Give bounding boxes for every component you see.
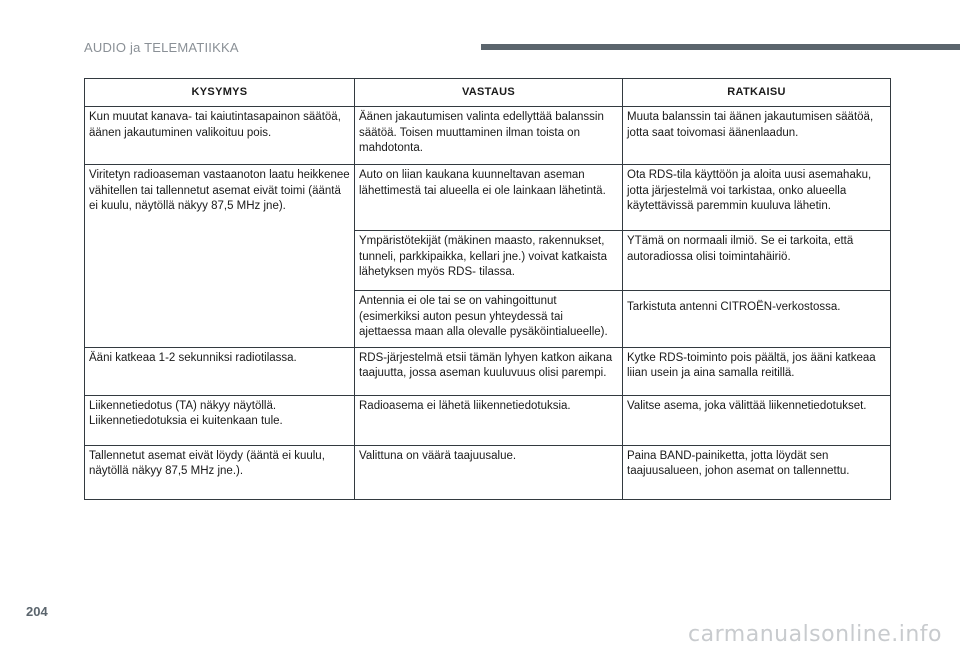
answer-cell: Auto on liian kaukana kuunneltavan aseman lähettimestä tai alueella ei ole lainkaan lähetintä. bbox=[355, 165, 623, 231]
column-header-answer: VASTAUS bbox=[355, 79, 623, 107]
solution-cell: Kytke RDS-toiminto pois päältä, jos ääni katkeaa liian usein ja aina samalla reitillä. bbox=[623, 347, 891, 395]
page-number: 204 bbox=[26, 604, 48, 619]
answer-cell: Ympäristötekijät (mäkinen maasto, rakennukset, tunneli, parkkipaikka, kellari jne.) voivat katkaista lähetyksen myös RDS- tilassa. bbox=[355, 231, 623, 291]
answer-cell: RDS-järjestelmä etsii tämän lyhyen katkon aikana taajuutta, jossa aseman kuuluvuus olisi parempi. bbox=[355, 347, 623, 395]
question-cell: Kun muutat kanava- tai kaiutintasapainon säätöä, äänen jakautuminen valikoituu pois. bbox=[85, 107, 355, 165]
question-cell: Viritetyn radioaseman vastaanoton laatu heikkenee vähitellen tai tallennetut asemat eivät toimi (ääntä ei kuulu, näytöllä näkyy 87,5 MHz jne). bbox=[85, 165, 355, 348]
table-row bbox=[85, 445, 891, 499]
solution-cell: Muuta balanssin tai äänen jakautumisen säätöä, jotta saat toivomasi äänenlaadun. bbox=[623, 107, 891, 165]
column-header-solution: RATKAISU bbox=[623, 79, 891, 107]
question-cell: Ääni katkeaa 1-2 sekunniksi radiotilassa. bbox=[85, 347, 355, 395]
table-row bbox=[85, 107, 891, 165]
header-accent-bar bbox=[481, 44, 960, 50]
answer-cell: Äänen jakautumisen valinta edellyttää balanssin säätöä. Toisen muuttaminen ilman toista on mahdotonta. bbox=[355, 107, 623, 165]
solution-cell: Ota RDS-tila käyttöön ja aloita uusi asemahaku, jotta järjestelmä voi tarkistaa, onko alueella käytettävissä paremmin kuuluva lähetin. bbox=[623, 165, 891, 231]
answer-cell: Antennia ei ole tai se on vahingoittunut (esimerkiksi auton pesun yhteydessä tai ajettaessa maan alla olevalle pysäköintialueelle). bbox=[355, 291, 623, 348]
table-header-row bbox=[85, 79, 891, 107]
watermark: carmanualsonline.info bbox=[688, 622, 942, 647]
answer-cell: Radioasema ei lähetä liikennetiedotuksia. bbox=[355, 395, 623, 445]
section-title: AUDIO ja TELEMATIIKKA bbox=[84, 40, 239, 55]
solution-cell: Paina BAND-painiketta, jotta löydät sen taajuusalueen, johon asemat on tallennettu. bbox=[623, 445, 891, 499]
table-row bbox=[85, 165, 891, 231]
column-header-question: KYSYMYS bbox=[85, 79, 355, 107]
question-cell: Liikennetiedotus (TA) näkyy näytöllä. Liikennetiedotuksia ei kuitenkaan tule. bbox=[85, 395, 355, 445]
solution-cell: Valitse asema, joka välittää liikennetiedotukset. bbox=[623, 395, 891, 445]
solution-cell: YTämä on normaali ilmiö. Se ei tarkoita, että autoradiossa olisi toimintahäiriö. bbox=[623, 231, 891, 291]
answer-cell: Valittuna on väärä taajuusalue. bbox=[355, 445, 623, 499]
faq-table bbox=[84, 78, 891, 500]
table-row bbox=[85, 395, 891, 445]
question-cell: Tallennetut asemat eivät löydy (ääntä ei kuulu, näytöllä näkyy 87,5 MHz jne.). bbox=[85, 445, 355, 499]
solution-cell: Tarkistuta antenni CITROËN-verkostossa. bbox=[623, 291, 891, 348]
table-row bbox=[85, 347, 891, 395]
